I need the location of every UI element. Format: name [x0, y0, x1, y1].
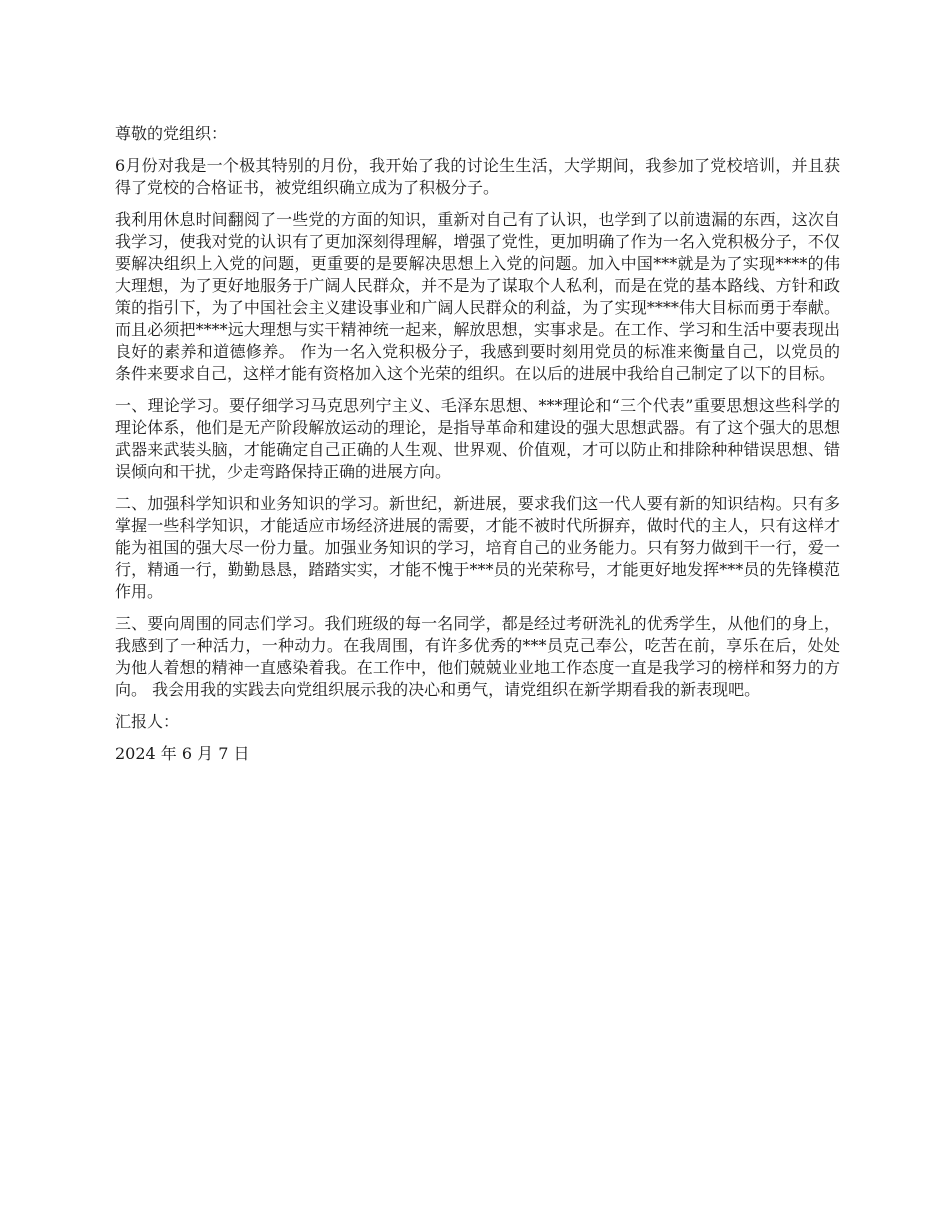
paragraph-intro: 6月份对我是一个极其特别的月份，我开始了我的讨论生生活，大学期间，我参加了党校培训，并且获得了党校的合格证书，被党组织确立成为了积极分子。: [115, 156, 840, 197]
reporter-label: 汇报人：: [115, 712, 180, 731]
paragraph-goal-knowledge: 二、加强科学知识和业务知识的学习。新世纪，新进展，要求我们这一代人要有新的知识结构。只有多掌握一些科学知识，才能适应市场经济进展的需要，才能不被时代所摒弃，做时代的主人，只有这样才能为祖国的强大尽一份力量。加强业务知识的学习，培育自己的业务能力。只有努力做到干一行，爱一行，精通一行，勤勤恳恳，踏踏实实，才能不愧于***员的光荣称号，才能更好地发挥***员的先锋模范作用。: [115, 494, 840, 601]
paragraph-goal-peers: 三、要向周围的同志们学习。我们班级的每一名同学，都是经过考研洗礼的优秀学生，从他们的身上，我感到了一种活力，一种动力。在我周围，有许多优秀的***员克己奉公，吃苦在前，享乐在后，处处为他人着想的精神一直感染着我。在工作中，他们兢兢业业地工作态度一直是我学习的榜样和努力的方向。 我会用我的实践去向党组织展示我的决心和勇气，请党组织在新学期看我的新表现吧。: [115, 614, 840, 699]
report-date: 2024 年 6 月 7 日: [115, 744, 250, 763]
paragraph-self-study: 我利用休息时间翻阅了一些党的方面的知识，重新对自己有了认识，也学到了以前遗漏的东西，这次自我学习，使我对党的认识有了更加深刻得理解，增强了党性，更加明确了作为一名入党积极分子，不仅要解决组织上入党的问题，更重要的是要解决思想上入党的问题。加入中国***就是为了实现****的伟大理想，为了更好地服务于广阔人民群众，并不是为了谋取个人私利，而是在党的基本路线、方针和政策的指引下，为了中国社会主义建设事业和广阔人民群众的利益，为了实现****伟大目标而勇于奉献。而且必须把****远大理想与实干精神统一起来，解放思想，实事求是。在工作、学习和生活中要表现出良好的素养和道德修养。 作为一名入党积极分子，我感到要时刻用党员的标准来衡量自己，以党员的条件来要求自己，这样才能有资格加入这个光荣的组织。在以后的进展中我给自己制定了以下的目标。: [115, 210, 840, 383]
document-page: [115, 123, 840, 775]
paragraph-goal-theory: 一、理论学习。要仔细学习马克思列宁主义、毛泽东思想、***理论和“三个代表”重要思想这些科学的理论体系，他们是无产阶段解放运动的理论，是指导革命和建设的强大思想武器。有了这个强大的思想武器来武装头脑，才能确定自己正确的人生观、世界观、价值观，才可以防止和排除种种错误思想、错误倾向和干扰，少走弯路保持正确的进展方向。: [115, 396, 840, 481]
salutation: 尊敬的党组织：: [115, 124, 228, 143]
